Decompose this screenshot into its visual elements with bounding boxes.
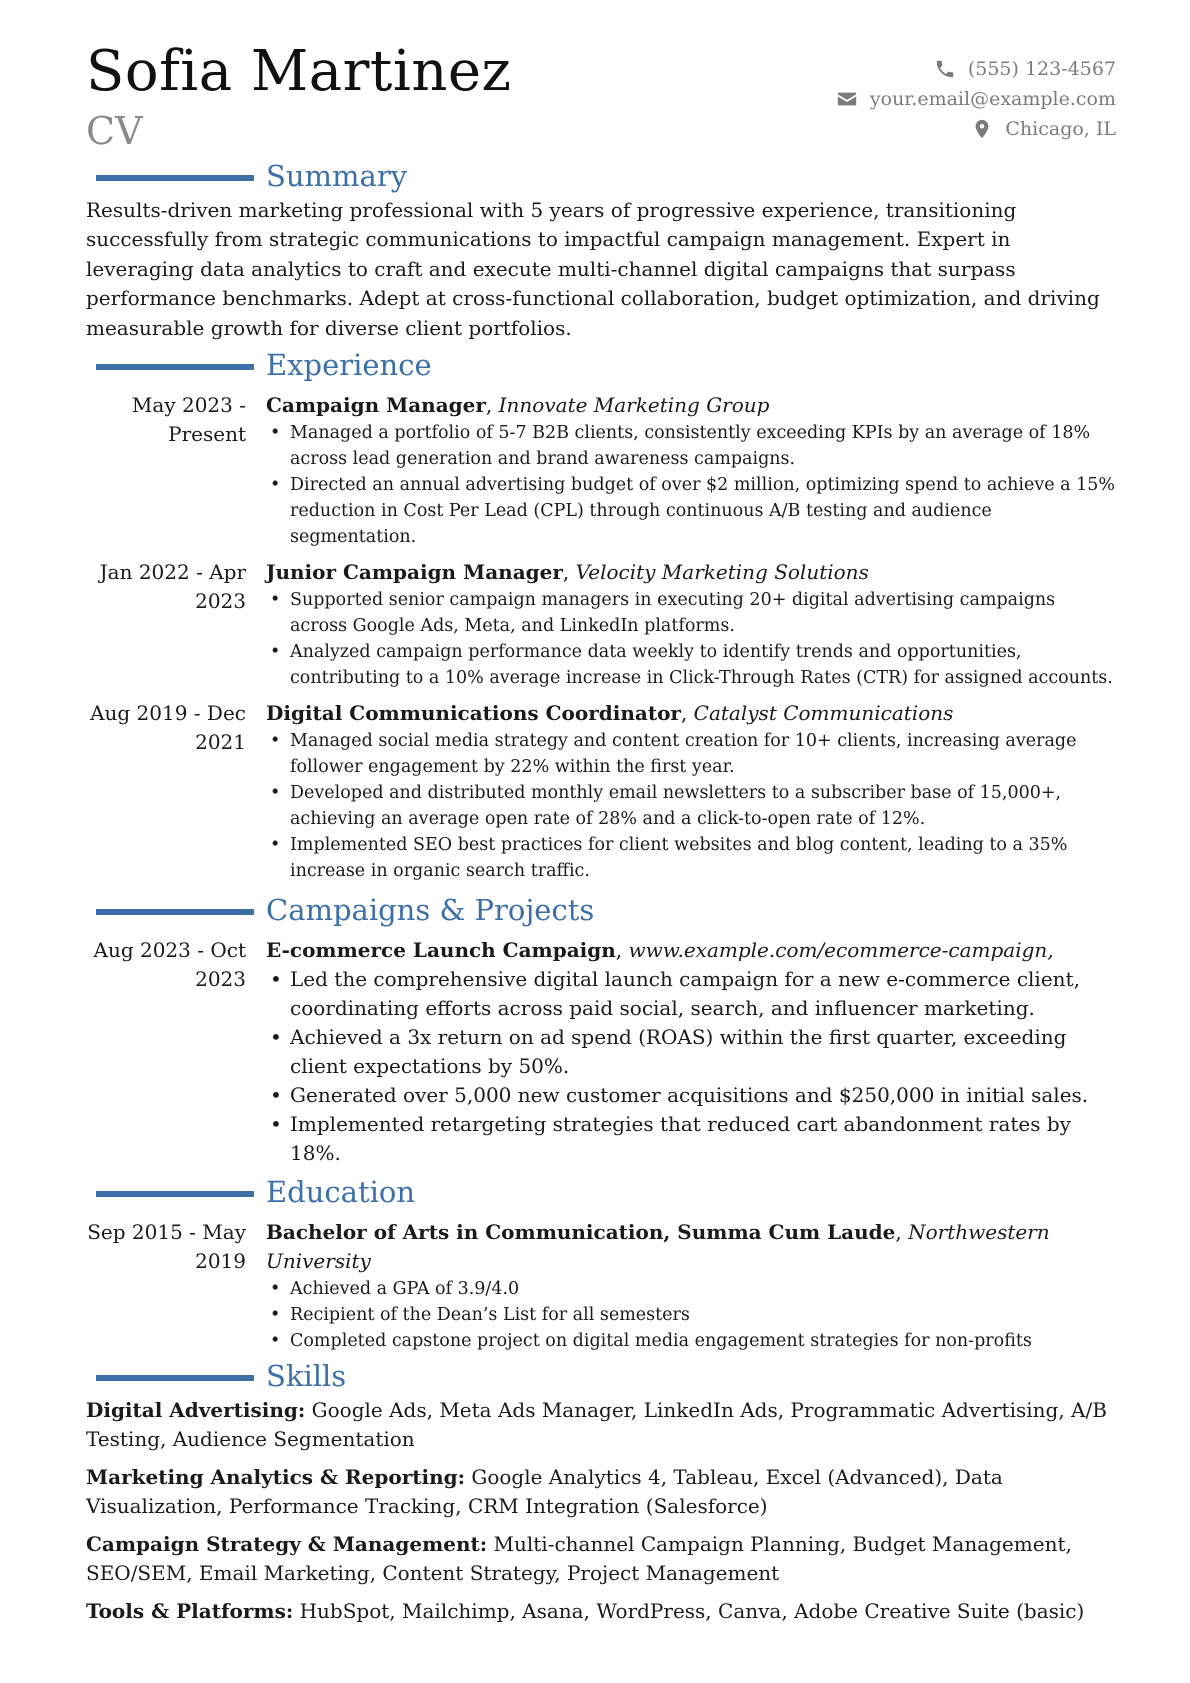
entry-date: Jan 2022 - Apr 2023 — [99, 560, 246, 614]
entry-headline: Bachelor of Arts in Communication, Summa Cum Laude, Northwestern University — [266, 1220, 1050, 1274]
list-item: • Completed capstone project on digital media engagement strategies for non-profits — [290, 1328, 1116, 1354]
section-title: Experience — [266, 348, 432, 383]
section-heading — [86, 349, 1116, 385]
phone-text: (555) 123-4567 — [967, 58, 1116, 80]
entry-date: Aug 2019 - Dec 2021 — [90, 701, 246, 755]
entry-bullets — [266, 728, 1116, 884]
entry-role: Digital Communications Coordinator — [266, 701, 681, 726]
section-title: Education — [266, 1175, 416, 1210]
section-heading — [86, 1360, 1116, 1396]
entry-bullets — [266, 965, 1116, 1168]
entry-role: Junior Campaign Manager — [266, 560, 563, 585]
section-title: Campaigns & Projects — [266, 893, 595, 928]
skill-list: Google Ads, Meta Ads Manager, LinkedIn Ads, Programmatic Advertising, A/B Testing, Audience Segmentation — [86, 1398, 1107, 1452]
entry-date: Sep 2015 - May 2019 — [87, 1220, 246, 1274]
entry-role: Campaign Manager — [266, 393, 486, 418]
summary-text: Results-driven marketing professional with 5 years of progressive experience, transitioning successfully from strategic communications to impactful campaign management. Expert in leveraging data analytics to craft and execute multi-channel digital campaigns that surpass performance benchmarks. Adept at cross-functional collaboration, budget optimization, and driving measurable growth for diverse client portfolios. — [86, 198, 1100, 340]
contact-block — [836, 54, 1116, 144]
skill-category: Tools & Platforms: — [86, 1599, 294, 1624]
education-entry — [86, 1218, 1116, 1354]
contact-email — [836, 84, 1116, 114]
summary-section — [86, 160, 1116, 343]
entry-role: E-commerce Launch Campaign — [266, 938, 616, 963]
document-type: CV — [86, 109, 143, 153]
skill-group — [86, 1530, 1116, 1588]
email-text: your.email@example.com — [869, 88, 1116, 110]
entry-headline: Campaign Manager, Innovate Marketing Group — [266, 393, 770, 418]
skill-list: Google Analytics 4, Tableau, Excel (Advanced), Data Visualization, Performance Tracking, CRM Integration (Salesforce) — [86, 1465, 1003, 1519]
section-heading — [86, 894, 1116, 930]
section-rule — [96, 1375, 254, 1381]
entry-date: Aug 2023 - Oct 2023 — [93, 938, 246, 992]
entry-headline: Digital Communications Coordinator, Catalyst Communications — [266, 701, 954, 726]
list-item: • Analyzed campaign performance data weekly to identify trends and opportunities, contributing to a 10% average increase in Click-Through Rates (CTR) for assigned accounts. — [290, 639, 1116, 691]
list-item: • Generated over 5,000 new customer acquisitions and $250,000 in initial sales. — [290, 1081, 1116, 1110]
education-section — [86, 1176, 1116, 1354]
section-rule — [96, 1191, 254, 1197]
degree-title: Bachelor of Arts in Communication, Summa Cum Laude — [266, 1220, 896, 1245]
entry-bullets — [266, 420, 1116, 550]
location-text: Chicago, IL — [1005, 118, 1116, 140]
list-item: • Implemented retargeting strategies that reduced cart abandonment rates by 18%. — [290, 1110, 1116, 1168]
cv-header — [86, 0, 1116, 160]
envelope-icon — [836, 88, 858, 110]
entry-organization: Catalyst Communications — [693, 701, 954, 726]
projects-section — [86, 894, 1116, 1168]
skill-group — [86, 1463, 1116, 1521]
phone-icon — [934, 58, 956, 80]
experience-section — [86, 349, 1116, 884]
skill-list: Multi-channel Campaign Planning, Budget Management, SEO/SEM, Email Marketing, Content Strategy, Project Management — [86, 1532, 1072, 1586]
contact-phone — [836, 54, 1116, 84]
skill-list: HubSpot, Mailchimp, Asana, WordPress, Canva, Adobe Creative Suite (basic) — [299, 1599, 1085, 1624]
map-pin-icon — [971, 118, 993, 140]
entry-organization: Velocity Marketing Solutions — [575, 560, 869, 585]
section-heading — [86, 160, 1116, 196]
entry-date: May 2023 - Present — [131, 393, 246, 447]
list-item: • Managed social media strategy and content creation for 10+ clients, increasing average follower engagement by 22% within the first year. — [290, 728, 1116, 780]
list-item: • Led the comprehensive digital launch campaign for a new e-commerce client, coordinating efforts across paid social, search, and influencer marketing. — [290, 965, 1116, 1023]
skill-category: Digital Advertising: — [86, 1398, 306, 1423]
entry-organization: Innovate Marketing Group — [498, 393, 770, 418]
contact-location — [836, 114, 1116, 144]
list-item: • Implemented SEO best practices for client websites and blog content, leading to a 35% increase in organic search traffic. — [290, 832, 1116, 884]
list-item: • Directed an annual advertising budget of over $2 million, optimizing spend to achieve a 15% reduction in Cost Per Lead (CPL) through continuous A/B testing and audience segmentation. — [290, 472, 1116, 550]
project-url[interactable]: www.example.com/ecommerce-campaign, — [628, 938, 1054, 963]
person-name: Sofia Martinez — [86, 39, 512, 104]
section-rule — [96, 175, 254, 181]
entry-headline: Junior Campaign Manager, Velocity Marketing Solutions — [266, 560, 869, 585]
list-item: • Achieved a GPA of 3.9/4.0 — [290, 1276, 1116, 1302]
project-entry — [86, 936, 1116, 1168]
skill-category: Campaign Strategy & Management: — [86, 1532, 488, 1557]
list-item: • Developed and distributed monthly email newsletters to a subscriber base of 15,000+, achieving an average open rate of 28% and a click-to-open rate of 12%. — [290, 780, 1116, 832]
list-item: • Managed a portfolio of 5-7 B2B clients, consistently exceeding KPIs by an average of 18% across lead generation and brand awareness campaigns. — [290, 420, 1116, 472]
institution-name: Northwestern University — [266, 1220, 1050, 1274]
experience-entry — [86, 558, 1116, 691]
list-item: • Supported senior campaign managers in executing 20+ digital advertising campaigns across Google Ads, Meta, and LinkedIn platforms. — [290, 587, 1116, 639]
skill-group — [86, 1396, 1116, 1454]
entry-bullets — [266, 587, 1116, 691]
experience-entry — [86, 391, 1116, 550]
cv-page — [86, 0, 1116, 1683]
section-title: Skills — [266, 1359, 347, 1394]
skill-group — [86, 1597, 1116, 1626]
section-rule — [96, 909, 254, 915]
section-title: Summary — [266, 159, 408, 193]
list-item: • Achieved a 3x return on ad spend (ROAS) within the first quarter, exceeding client expectations by 50%. — [290, 1023, 1116, 1081]
entry-bullets — [266, 1276, 1116, 1354]
section-rule — [96, 364, 254, 370]
experience-entry — [86, 699, 1116, 884]
section-heading — [86, 1176, 1116, 1212]
skills-section — [86, 1360, 1116, 1626]
entry-headline: E-commerce Launch Campaign, www.example.com/ecommerce-campaign, — [266, 938, 1054, 963]
list-item: • Recipient of the Dean’s List for all semesters — [290, 1302, 1116, 1328]
skill-category: Marketing Analytics & Reporting: — [86, 1465, 465, 1490]
